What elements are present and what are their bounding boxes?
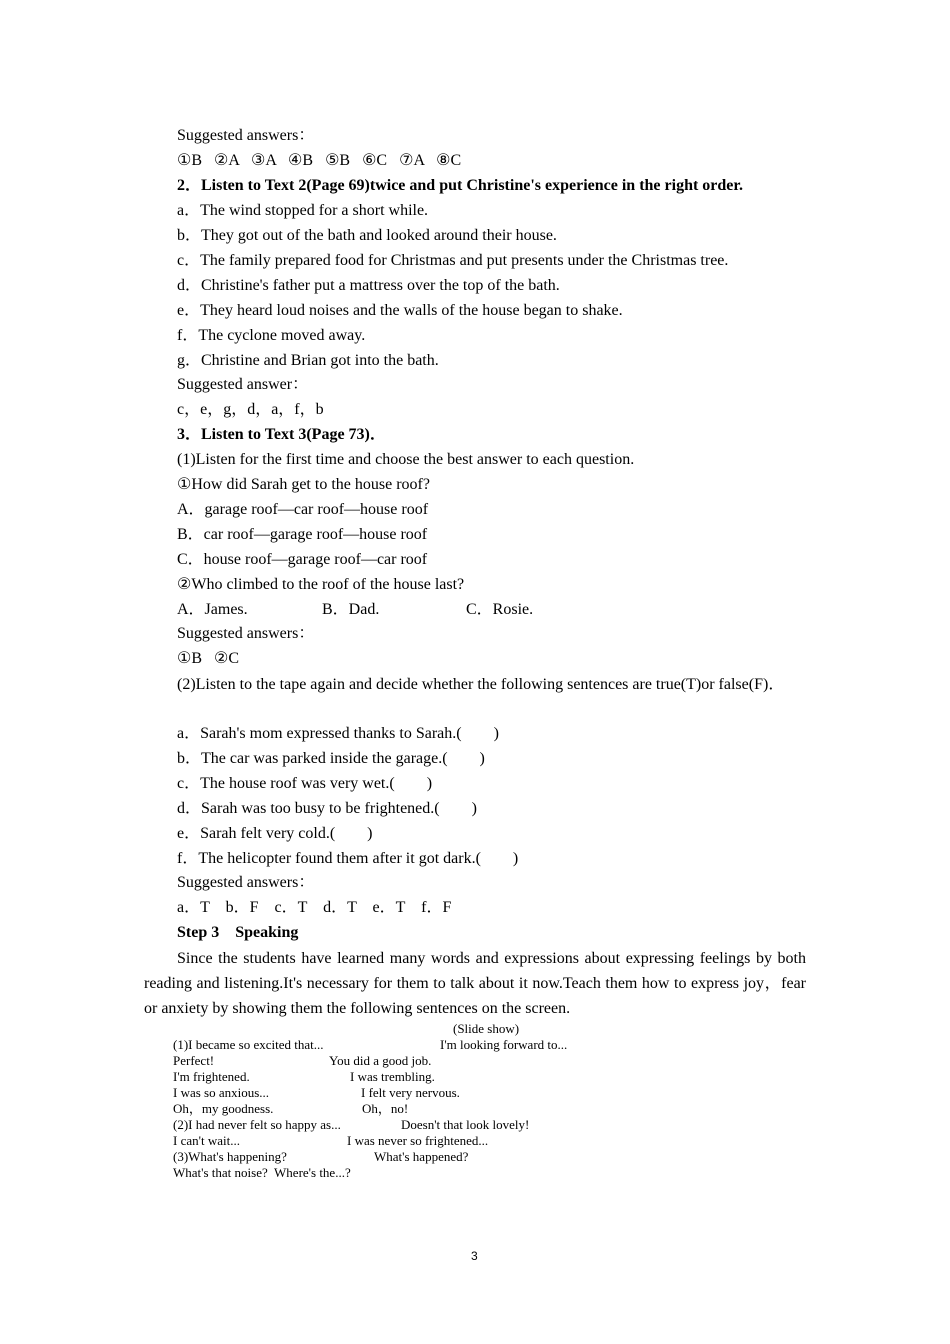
suggested-label: Suggested answers： [177,625,315,642]
slide-phrase: What's that noise? Where's the...? [173,1165,351,1180]
instruction: (1)Listen for the first time and choose the best answer to each question. [177,451,635,468]
slide-phrase: I can't wait... [173,1133,240,1148]
slide-phrase: Oh，my goodness. [173,1101,274,1116]
slide-phrase: What's happened? [374,1149,469,1164]
list-item: b．They got out of the bath and looked around their house. [177,227,557,244]
answers: ①B ②A ③A ④B ⑤B ⑥C ⑦A ⑧C [177,152,462,169]
paragraph: Since the students have learned many words and expressions about expressing feelings by both reading and listening.It's necessary for them to talk about it now.Teach them how to express joy，fear or anxiety by showing them the following sentences on the screen. [144,950,806,1017]
slide-phrase: (2)I had never felt so happy as... [173,1117,341,1132]
list-item: a．The wind stopped for a short while. [177,202,429,219]
slide-phrase: I'm looking forward to... [440,1037,568,1052]
answers: a．T b．F c．T d．T e．T f．F [177,899,452,916]
option: A．James. [177,601,248,618]
option: A．garage roof—car roof—house roof [177,501,429,518]
instruction: (2)Listen to the tape again and decide whether the following sentences are true(T)or false(F)． [177,676,785,693]
slide-phrase: You did a good job. [329,1053,432,1068]
list-item: c．The family prepared food for Christmas and put presents under the Christmas tree. [177,252,729,269]
statement: a．Sarah's mom expressed thanks to Sarah.( ) [177,725,499,742]
option: C．Rosie. [466,601,534,618]
slide-phrase: I'm frightened. [173,1069,250,1084]
statement: b．The car was parked inside the garage.( ) [177,750,485,767]
statement: e．Sarah felt very cold.( ) [177,825,373,842]
list-item: f．The cyclone moved away. [177,327,366,344]
step-heading: Step 3 Speaking [177,924,299,941]
statement: d．Sarah was too busy to be frightened.( ) [177,800,477,817]
suggested-label: Suggested answers： [177,874,315,891]
statement: f．The helicopter found them after it got dark.( ) [177,850,519,867]
list-item: d．Christine's father put a mattress over the top of the bath. [177,277,560,294]
question: ①How did Sarah get to the house roof? [177,476,430,493]
slide-phrase: Perfect! [173,1053,215,1068]
list-item: e．They heard loud noises and the walls of the house began to shake. [177,302,623,319]
list-item: g．Christine and Brian got into the bath. [177,352,439,369]
slide-phrase: I was never so frightened... [347,1133,489,1148]
slide-phrase: I was so anxious... [173,1085,270,1100]
answers: c，e，g，d，a，f，b [177,401,324,418]
slide-phrase: I was trembling. [350,1069,435,1084]
suggested-label: Suggested answers： [177,127,315,144]
option: B．car roof—garage roof—house roof [177,526,428,543]
slide-phrase: Oh，no! [362,1101,409,1116]
answers: ①B ②C [177,650,240,667]
option: B．Dad. [322,601,380,618]
question: ②Who climbed to the roof of the house last? [177,576,465,593]
section-heading: 2．Listen to Text 2(Page 69)twice and put Christine's experience in the right order. [177,177,744,194]
section-heading: 3．Listen to Text 3(Page 73)． [177,426,386,443]
slide-label: (Slide show) [453,1021,520,1036]
slide-phrase: I felt very nervous. [361,1085,460,1100]
page-number: 3 [471,1249,478,1263]
suggested-label: Suggested answer： [177,376,309,393]
option: C．house roof—garage roof—car roof [177,551,428,568]
slide-phrase: (1)I became so excited that... [173,1037,324,1052]
statement: c．The house roof was very wet.( ) [177,775,433,792]
slide-phrase: (3)What's happening? [173,1149,287,1164]
slide-phrase: Doesn't that look lovely! [401,1117,530,1132]
